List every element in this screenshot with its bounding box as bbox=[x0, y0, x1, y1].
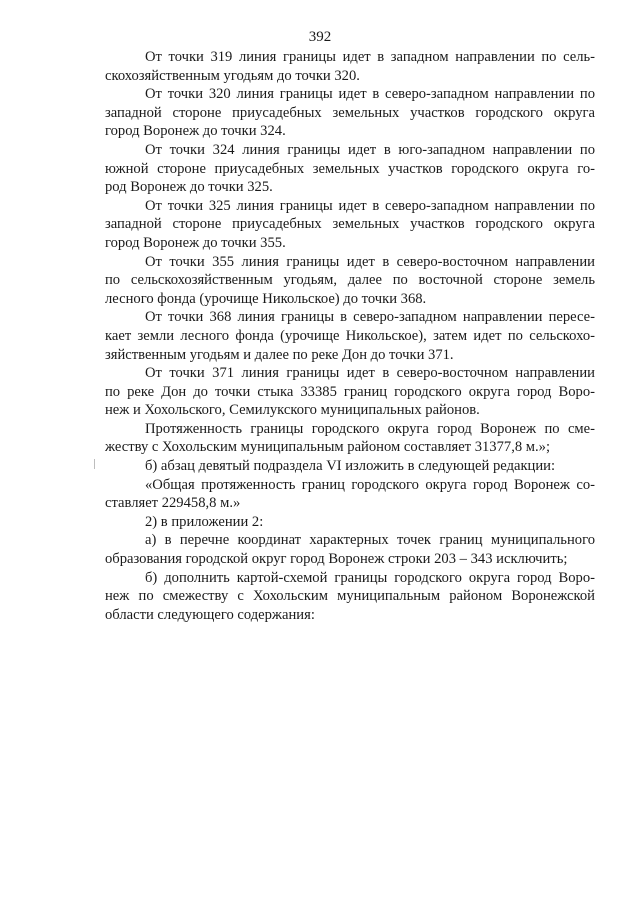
paragraph-first-line: От точки 320 линия границы идет в северо-западном направлении по bbox=[145, 86, 595, 103]
text-line: ставляет 229458,8 м.» bbox=[105, 495, 241, 512]
text-line: образования городской округ город Воронеж строки 203 – 343 исключить; bbox=[105, 551, 568, 568]
paragraph-first-line: От точки 325 линия границы идет в северо-западном направлении по bbox=[145, 197, 595, 214]
scan-mark bbox=[94, 459, 95, 469]
paragraph-first-line: От точки 319 линия границы идет в западном направлении по сель- bbox=[145, 49, 595, 65]
paragraph-first-line: б) дополнить картой-схемой границы городского округа город Воро- bbox=[145, 569, 595, 586]
text-line: город Воронеж до точки 355. bbox=[105, 234, 286, 251]
paragraph-first-line: Протяженность границы городского округа город Воронеж по сме- bbox=[145, 420, 595, 437]
paragraph-first-line: 2) в приложении 2: bbox=[145, 513, 264, 530]
text-line: по реке Дон до точки стыка 33385 границ городского округа город Воро- bbox=[105, 383, 595, 400]
text-line: род Воронеж до точки 325. bbox=[105, 179, 273, 196]
paragraph-first-line: От точки 355 линия границы идет в северо-восточном направлении bbox=[145, 253, 595, 270]
text-line: скохозяйственным угодьям до точки 320. bbox=[105, 67, 360, 84]
text-line: зяйственным угодьям и далее по реке Дон до точки 371. bbox=[105, 346, 454, 363]
text-line: жеству с Хохольским муниципальным районом составляет 31377,8 м.»; bbox=[105, 439, 551, 456]
text-line: неж по смежеству с Хохольским муниципальным районом Воронежской bbox=[105, 588, 595, 605]
text-line: южной стороне приусадебных земельных участков городского округа го- bbox=[105, 160, 595, 177]
text-line: западной стороне приусадебных земельных участков городского округа bbox=[105, 104, 595, 121]
paragraph-first-line: От точки 368 линия границы в северо-западном направлении пересе- bbox=[145, 309, 595, 326]
paragraph-first-line: От точки 371 линия границы идет в северо-восточном направлении bbox=[145, 365, 595, 382]
text-line: западной стороне приусадебных земельных участков городского округа bbox=[105, 216, 595, 233]
paragraph-first-line: «Общая протяженность границ городского округа город Воронеж со- bbox=[145, 476, 595, 493]
body-text bbox=[105, 48, 595, 624]
text-line: лесного фонда (урочище Никольское) до точки 368. bbox=[105, 290, 427, 307]
text-line: неж и Хохольского, Семилукского муниципальных районов. bbox=[105, 402, 480, 419]
paragraph-first-line: От точки 324 линия границы идет в юго-западном направлении по bbox=[145, 141, 595, 158]
text-line: город Воронеж до точки 324. bbox=[105, 123, 286, 140]
text-line: по сельскохозяйственным угодьям, далее по восточной стороне земель bbox=[105, 272, 595, 289]
text-line: кает земли лесного фонда (урочище Никольское), затем идет по сельскохо- bbox=[105, 327, 595, 344]
paragraph-first-line: б) абзац девятый подраздела VI изложить в следующей редакции: bbox=[145, 458, 556, 475]
page-number: 392 bbox=[308, 29, 332, 45]
paragraph-first-line: а) в перечне координат характерных точек границ муниципального bbox=[145, 532, 595, 549]
text-line: области следующего содержания: bbox=[105, 606, 315, 623]
